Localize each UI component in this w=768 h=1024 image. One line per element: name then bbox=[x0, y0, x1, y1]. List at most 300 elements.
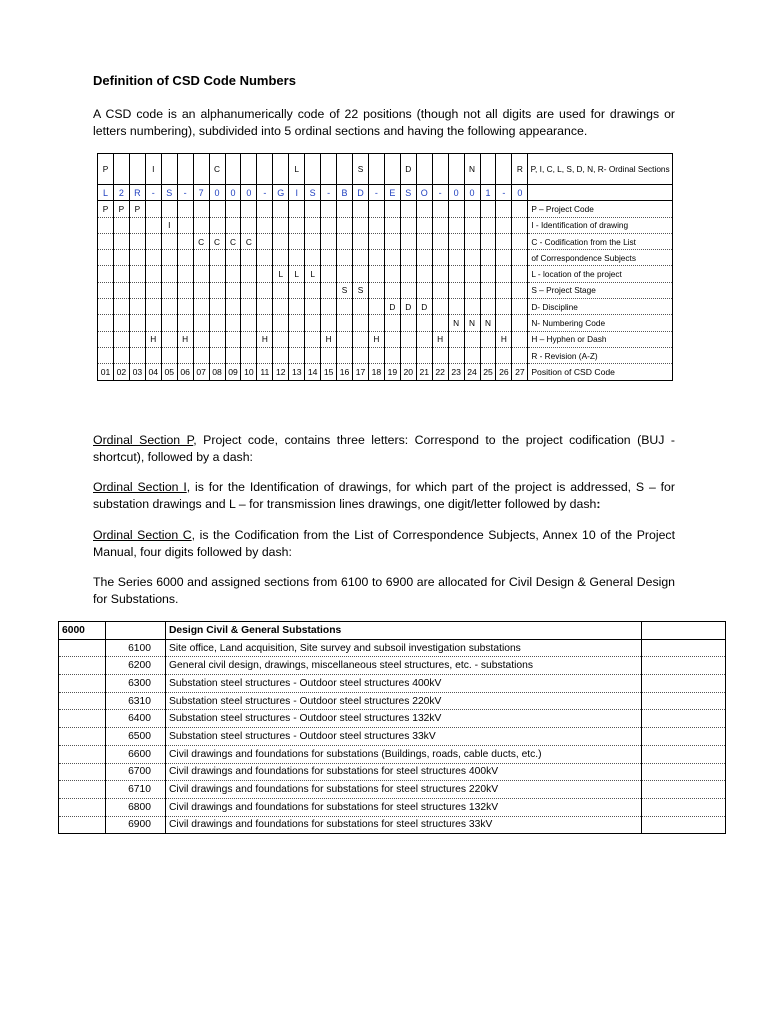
series-header-empty bbox=[106, 622, 166, 640]
code-legend-cell bbox=[448, 201, 464, 217]
code-legend-cell: P bbox=[98, 201, 114, 217]
code-legend-cell bbox=[321, 266, 337, 282]
code-char: - bbox=[257, 185, 273, 201]
series-row-blank bbox=[59, 745, 106, 763]
code-char: - bbox=[432, 185, 448, 201]
code-legend-cell bbox=[400, 266, 416, 282]
code-legend-cell bbox=[241, 201, 257, 217]
series-row bbox=[59, 657, 726, 675]
code-legend-cell: H bbox=[257, 331, 273, 347]
code-legend-row bbox=[98, 315, 673, 331]
code-legend-cell bbox=[416, 282, 432, 298]
code-legend-cell bbox=[321, 233, 337, 249]
code-legend-cell bbox=[480, 233, 496, 249]
code-legend-cell bbox=[353, 347, 369, 363]
code-legend-cell bbox=[464, 201, 480, 217]
code-legend-cell bbox=[273, 233, 289, 249]
code-legend-cell bbox=[384, 250, 400, 266]
code-header-cell: L bbox=[289, 154, 305, 185]
code-legend-cell bbox=[353, 201, 369, 217]
code-legend-cell bbox=[512, 217, 528, 233]
code-legend-row bbox=[98, 217, 673, 233]
code-legend-row bbox=[98, 250, 673, 266]
code-char: 0 bbox=[464, 185, 480, 201]
code-legend-cell bbox=[432, 266, 448, 282]
code-header-cell bbox=[113, 154, 129, 185]
code-legend-cell bbox=[113, 347, 129, 363]
code-legend-cell bbox=[400, 233, 416, 249]
code-legend-cell bbox=[289, 233, 305, 249]
code-legend-cell bbox=[512, 347, 528, 363]
code-legend-cell bbox=[177, 282, 193, 298]
code-legend-cell bbox=[129, 299, 145, 315]
code-legend-cell bbox=[448, 347, 464, 363]
code-position-number: 04 bbox=[145, 364, 161, 380]
code-legend-cell bbox=[193, 250, 209, 266]
code-legend-cell bbox=[145, 315, 161, 331]
code-position-number: 02 bbox=[113, 364, 129, 380]
code-position-number: 06 bbox=[177, 364, 193, 380]
code-legend-cell bbox=[209, 282, 225, 298]
code-legend-cell bbox=[432, 217, 448, 233]
code-legend-desc: D- Discipline bbox=[528, 299, 673, 315]
code-legend-cell bbox=[257, 217, 273, 233]
code-legend-cell bbox=[209, 299, 225, 315]
code-legend-cell bbox=[416, 266, 432, 282]
code-position-number: 10 bbox=[241, 364, 257, 380]
code-legend-cell bbox=[432, 201, 448, 217]
code-legend-cell bbox=[432, 299, 448, 315]
code-legend-cell bbox=[145, 266, 161, 282]
series-row-blank bbox=[59, 639, 106, 657]
section-c-text: , is the Codification from the List of Correspondence Subjects, Annex 10 of the Project Manual, four digits followed by dash: bbox=[93, 528, 675, 559]
code-legend-cell: D bbox=[416, 299, 432, 315]
code-legend-cell bbox=[145, 217, 161, 233]
code-legend-cell bbox=[273, 315, 289, 331]
code-char: 1 bbox=[480, 185, 496, 201]
code-legend-cell bbox=[321, 299, 337, 315]
series-row-extra bbox=[642, 816, 726, 834]
code-legend-cell bbox=[416, 217, 432, 233]
series-row-text: Substation steel structures - Outdoor steel structures 220kV bbox=[166, 692, 642, 710]
code-legend-desc: of Correspondence Subjects bbox=[528, 250, 673, 266]
code-legend-cell bbox=[496, 299, 512, 315]
code-legend-cell bbox=[273, 331, 289, 347]
code-legend-cell bbox=[257, 282, 273, 298]
code-position-number: 07 bbox=[193, 364, 209, 380]
code-legend-cell bbox=[225, 250, 241, 266]
code-char: O bbox=[416, 185, 432, 201]
code-position-number: 09 bbox=[225, 364, 241, 380]
series-row-number: 6200 bbox=[106, 657, 166, 675]
intro-paragraph: A CSD code is an alphanumerically code of 22 positions (though not all digits are used for drawings or letters numbering), subdivided into 5 ordinal sections and having the following appearance. bbox=[93, 107, 675, 138]
code-legend-cell bbox=[177, 299, 193, 315]
code-legend-cell bbox=[448, 299, 464, 315]
code-legend-cell bbox=[225, 217, 241, 233]
code-position-number: 26 bbox=[496, 364, 512, 380]
code-legend-cell bbox=[496, 282, 512, 298]
code-legend-cell bbox=[129, 282, 145, 298]
code-legend-cell bbox=[321, 282, 337, 298]
code-legend-cell bbox=[209, 217, 225, 233]
code-legend-cell bbox=[225, 315, 241, 331]
code-legend-cell bbox=[177, 266, 193, 282]
code-legend-cell bbox=[113, 233, 129, 249]
code-legend-cell bbox=[416, 201, 432, 217]
code-legend-cell bbox=[161, 331, 177, 347]
code-legend-cell bbox=[368, 282, 384, 298]
code-legend-cell bbox=[337, 347, 353, 363]
code-header-cell bbox=[337, 154, 353, 185]
code-char: S bbox=[305, 185, 321, 201]
code-legend-cell bbox=[225, 331, 241, 347]
code-legend-cell bbox=[241, 331, 257, 347]
code-positions-row bbox=[98, 364, 673, 380]
code-legend-cell bbox=[289, 331, 305, 347]
code-legend-cell bbox=[241, 282, 257, 298]
code-legend-cell bbox=[337, 217, 353, 233]
code-char: 2 bbox=[113, 185, 129, 201]
code-legend-cell bbox=[305, 315, 321, 331]
code-legend-cell bbox=[225, 282, 241, 298]
code-char: - bbox=[321, 185, 337, 201]
code-header-cell bbox=[432, 154, 448, 185]
code-legend-cell bbox=[416, 315, 432, 331]
code-header-cell: D bbox=[400, 154, 416, 185]
code-header-cell: P bbox=[98, 154, 114, 185]
code-legend-cell bbox=[464, 299, 480, 315]
code-legend-cell bbox=[98, 347, 114, 363]
code-legend-cell bbox=[273, 299, 289, 315]
csd-code-table bbox=[97, 153, 673, 381]
code-legend-cell bbox=[337, 266, 353, 282]
code-legend-desc: I - Identification of drawing bbox=[528, 217, 673, 233]
code-legend-cell bbox=[480, 331, 496, 347]
code-legend-cell: P bbox=[129, 201, 145, 217]
code-legend-cell bbox=[257, 347, 273, 363]
code-legend-cell bbox=[177, 233, 193, 249]
code-legend-cell bbox=[368, 315, 384, 331]
code-legend-cell bbox=[161, 315, 177, 331]
code-legend-row bbox=[98, 266, 673, 282]
code-legend-cell bbox=[512, 233, 528, 249]
code-legend-cell bbox=[209, 250, 225, 266]
code-example-desc bbox=[528, 185, 673, 201]
series-row-blank bbox=[59, 728, 106, 746]
code-legend-cell: H bbox=[145, 331, 161, 347]
section-c-label: Ordinal Section C bbox=[93, 528, 192, 542]
code-char: 0 bbox=[448, 185, 464, 201]
section-p-text: , Project code, contains three letters: Correspond to the project codification (BUJ - shortcut), followed by a dash: bbox=[93, 433, 676, 464]
code-legend-cell: L bbox=[289, 266, 305, 282]
code-header-row bbox=[98, 154, 673, 185]
code-legend-cell bbox=[496, 217, 512, 233]
code-legend-cell bbox=[177, 347, 193, 363]
code-legend-cell bbox=[496, 233, 512, 249]
code-legend-cell bbox=[512, 201, 528, 217]
code-header-cell bbox=[273, 154, 289, 185]
series-row-blank bbox=[59, 763, 106, 781]
code-legend-cell bbox=[241, 250, 257, 266]
code-legend-cell bbox=[161, 201, 177, 217]
code-header-cell bbox=[480, 154, 496, 185]
section-i-text: , is for the Identification of drawings, for which part of the project is addressed, S – for substation drawings and L – for transmission lines drawings, one digit/letter followed by dash bbox=[93, 480, 675, 511]
code-position-number: 15 bbox=[321, 364, 337, 380]
code-legend-cell bbox=[368, 201, 384, 217]
code-legend-cell bbox=[384, 315, 400, 331]
code-legend-cell bbox=[448, 282, 464, 298]
code-legend-desc: N- Numbering Code bbox=[528, 315, 673, 331]
code-position-number: 16 bbox=[337, 364, 353, 380]
code-legend-cell bbox=[273, 201, 289, 217]
code-legend-cell bbox=[193, 217, 209, 233]
code-header-cell bbox=[384, 154, 400, 185]
code-legend-cell bbox=[241, 299, 257, 315]
series-row bbox=[59, 728, 726, 746]
code-legend-cell bbox=[161, 347, 177, 363]
code-legend-row bbox=[98, 347, 673, 363]
code-legend-cell: H bbox=[177, 331, 193, 347]
series-row-extra bbox=[642, 728, 726, 746]
code-legend-cell bbox=[464, 347, 480, 363]
code-legend-cell bbox=[416, 233, 432, 249]
code-legend-cell bbox=[193, 315, 209, 331]
code-legend-cell bbox=[177, 250, 193, 266]
code-char: 7 bbox=[193, 185, 209, 201]
code-legend-cell bbox=[464, 250, 480, 266]
code-legend-cell bbox=[225, 347, 241, 363]
code-legend-desc: P – Project Code bbox=[528, 201, 673, 217]
code-position-number: 05 bbox=[161, 364, 177, 380]
code-legend-desc: R - Revision (A-Z) bbox=[528, 347, 673, 363]
code-legend-cell bbox=[241, 347, 257, 363]
series-row-blank bbox=[59, 798, 106, 816]
series-row-text: Substation steel structures - Outdoor steel structures 132kV bbox=[166, 710, 642, 728]
code-legend-cell bbox=[400, 201, 416, 217]
series-row bbox=[59, 798, 726, 816]
code-char: L bbox=[98, 185, 114, 201]
code-legend-cell bbox=[209, 201, 225, 217]
code-header-cell bbox=[416, 154, 432, 185]
code-legend-cell bbox=[448, 217, 464, 233]
code-legend-cell bbox=[416, 250, 432, 266]
code-legend-cell bbox=[305, 217, 321, 233]
code-legend-cell: L bbox=[305, 266, 321, 282]
code-legend-cell bbox=[161, 266, 177, 282]
code-legend-cell bbox=[496, 315, 512, 331]
code-header-cell bbox=[225, 154, 241, 185]
code-legend-cell: C bbox=[241, 233, 257, 249]
code-legend-cell bbox=[257, 250, 273, 266]
code-legend-cell bbox=[480, 347, 496, 363]
code-legend-cell bbox=[368, 250, 384, 266]
code-legend-cell bbox=[480, 299, 496, 315]
code-legend-cell bbox=[321, 217, 337, 233]
code-char: - bbox=[177, 185, 193, 201]
code-legend-cell: N bbox=[448, 315, 464, 331]
series-row-extra bbox=[642, 798, 726, 816]
code-legend-cell bbox=[225, 266, 241, 282]
code-legend-cell bbox=[129, 347, 145, 363]
code-position-number: 01 bbox=[98, 364, 114, 380]
series-row bbox=[59, 816, 726, 834]
code-legend-cell bbox=[368, 217, 384, 233]
code-legend-cell bbox=[400, 331, 416, 347]
series-row-blank bbox=[59, 692, 106, 710]
code-legend-cell: S bbox=[353, 282, 369, 298]
code-legend-cell bbox=[257, 233, 273, 249]
code-legend-cell bbox=[193, 266, 209, 282]
series-row bbox=[59, 781, 726, 799]
code-legend-cell bbox=[161, 282, 177, 298]
code-char: - bbox=[368, 185, 384, 201]
series-row-extra bbox=[642, 692, 726, 710]
code-legend-cell bbox=[512, 315, 528, 331]
code-legend-cell bbox=[145, 299, 161, 315]
code-legend-cell: I bbox=[161, 217, 177, 233]
series-row-text: Civil drawings and foundations for substations for steel structures 400kV bbox=[166, 763, 642, 781]
series-row-number: 6800 bbox=[106, 798, 166, 816]
code-legend-cell bbox=[305, 250, 321, 266]
code-positions-desc: Position of CSD Code bbox=[528, 364, 673, 380]
code-legend-cell bbox=[512, 331, 528, 347]
code-legend-cell bbox=[305, 347, 321, 363]
series-row-extra bbox=[642, 675, 726, 693]
code-header-cell bbox=[257, 154, 273, 185]
code-char: D bbox=[353, 185, 369, 201]
code-char: G bbox=[273, 185, 289, 201]
section-p-paragraph bbox=[93, 432, 675, 466]
code-legend-cell bbox=[113, 250, 129, 266]
code-header-cell bbox=[241, 154, 257, 185]
code-legend-cell bbox=[496, 266, 512, 282]
code-legend-cell bbox=[98, 331, 114, 347]
code-legend-cell bbox=[209, 266, 225, 282]
code-legend-cell bbox=[177, 315, 193, 331]
code-legend-cell: C bbox=[193, 233, 209, 249]
series-row-number: 6900 bbox=[106, 816, 166, 834]
code-legend-cell bbox=[368, 233, 384, 249]
code-legend-cell bbox=[241, 315, 257, 331]
code-legend-cell bbox=[337, 315, 353, 331]
code-legend-cell: C bbox=[209, 233, 225, 249]
code-header-cell bbox=[496, 154, 512, 185]
code-legend-cell bbox=[145, 233, 161, 249]
code-legend-cell bbox=[289, 201, 305, 217]
code-legend-cell bbox=[353, 299, 369, 315]
code-legend-cell bbox=[193, 282, 209, 298]
code-legend-cell bbox=[353, 266, 369, 282]
code-legend-cell bbox=[432, 250, 448, 266]
series-row-number: 6100 bbox=[106, 639, 166, 657]
code-legend-cell: S bbox=[337, 282, 353, 298]
code-legend-cell bbox=[145, 250, 161, 266]
code-legend-cell bbox=[161, 233, 177, 249]
code-char: 0 bbox=[209, 185, 225, 201]
code-legend-cell bbox=[209, 315, 225, 331]
series-row-number: 6710 bbox=[106, 781, 166, 799]
code-legend-cell: D bbox=[384, 299, 400, 315]
code-char: S bbox=[161, 185, 177, 201]
code-legend-cell bbox=[241, 217, 257, 233]
code-char: 0 bbox=[241, 185, 257, 201]
code-position-number: 14 bbox=[305, 364, 321, 380]
code-legend-cell bbox=[145, 201, 161, 217]
code-legend-cell bbox=[384, 201, 400, 217]
code-legend-cell bbox=[496, 250, 512, 266]
code-legend-cell bbox=[289, 299, 305, 315]
code-legend-cell bbox=[273, 347, 289, 363]
series-header-row bbox=[59, 622, 726, 640]
code-legend-cell: P bbox=[113, 201, 129, 217]
code-legend-row bbox=[98, 299, 673, 315]
series-row-blank bbox=[59, 657, 106, 675]
code-legend-row bbox=[98, 331, 673, 347]
series-row-text: Civil drawings and foundations for substations (Buildings, roads, cable ducts, etc.) bbox=[166, 745, 642, 763]
code-legend-cell bbox=[98, 233, 114, 249]
code-legend-cell bbox=[368, 299, 384, 315]
code-legend-cell bbox=[480, 282, 496, 298]
code-legend-cell bbox=[512, 266, 528, 282]
series-row-extra bbox=[642, 657, 726, 675]
code-legend-cell bbox=[98, 266, 114, 282]
code-char: E bbox=[384, 185, 400, 201]
code-legend-cell bbox=[353, 331, 369, 347]
code-legend-cell bbox=[512, 250, 528, 266]
code-example-row bbox=[98, 185, 673, 201]
code-legend-cell bbox=[177, 217, 193, 233]
code-legend-cell bbox=[448, 266, 464, 282]
code-legend-cell bbox=[225, 201, 241, 217]
code-header-cell bbox=[305, 154, 321, 185]
series-row-text: Site office, Land acquisition, Site survey and subsoil investigation substations bbox=[166, 639, 642, 657]
code-legend-cell bbox=[496, 347, 512, 363]
series-row-extra bbox=[642, 763, 726, 781]
series-row-text: Civil drawings and foundations for substations for steel structures 33kV bbox=[166, 816, 642, 834]
series-row-number: 6310 bbox=[106, 692, 166, 710]
code-char: 0 bbox=[225, 185, 241, 201]
series-row-blank bbox=[59, 816, 106, 834]
code-legend-cell: L bbox=[273, 266, 289, 282]
code-header-cell bbox=[321, 154, 337, 185]
code-legend-row bbox=[98, 201, 673, 217]
code-position-number: 24 bbox=[464, 364, 480, 380]
section-p-label: Ordinal Section P bbox=[93, 433, 194, 447]
code-legend-cell: N bbox=[480, 315, 496, 331]
series-row bbox=[59, 692, 726, 710]
code-legend-cell: H bbox=[496, 331, 512, 347]
series-row bbox=[59, 763, 726, 781]
series-code: 6000 bbox=[59, 622, 106, 640]
code-legend-cell bbox=[305, 233, 321, 249]
code-legend-cell bbox=[448, 233, 464, 249]
code-position-number: 22 bbox=[432, 364, 448, 380]
series-row bbox=[59, 639, 726, 657]
code-legend-cell bbox=[209, 347, 225, 363]
series-row-number: 6400 bbox=[106, 710, 166, 728]
code-header-desc: P, I, C, L, S, D, N, R- Ordinal Sections bbox=[528, 154, 673, 185]
series-row bbox=[59, 745, 726, 763]
series-row bbox=[59, 710, 726, 728]
code-legend-cell bbox=[321, 315, 337, 331]
section-c-paragraph bbox=[93, 527, 675, 561]
code-legend-cell bbox=[432, 282, 448, 298]
code-legend-cell bbox=[129, 250, 145, 266]
code-legend-cell bbox=[400, 315, 416, 331]
section-i-paragraph bbox=[93, 479, 675, 513]
code-legend-cell bbox=[464, 217, 480, 233]
series-row-extra bbox=[642, 710, 726, 728]
